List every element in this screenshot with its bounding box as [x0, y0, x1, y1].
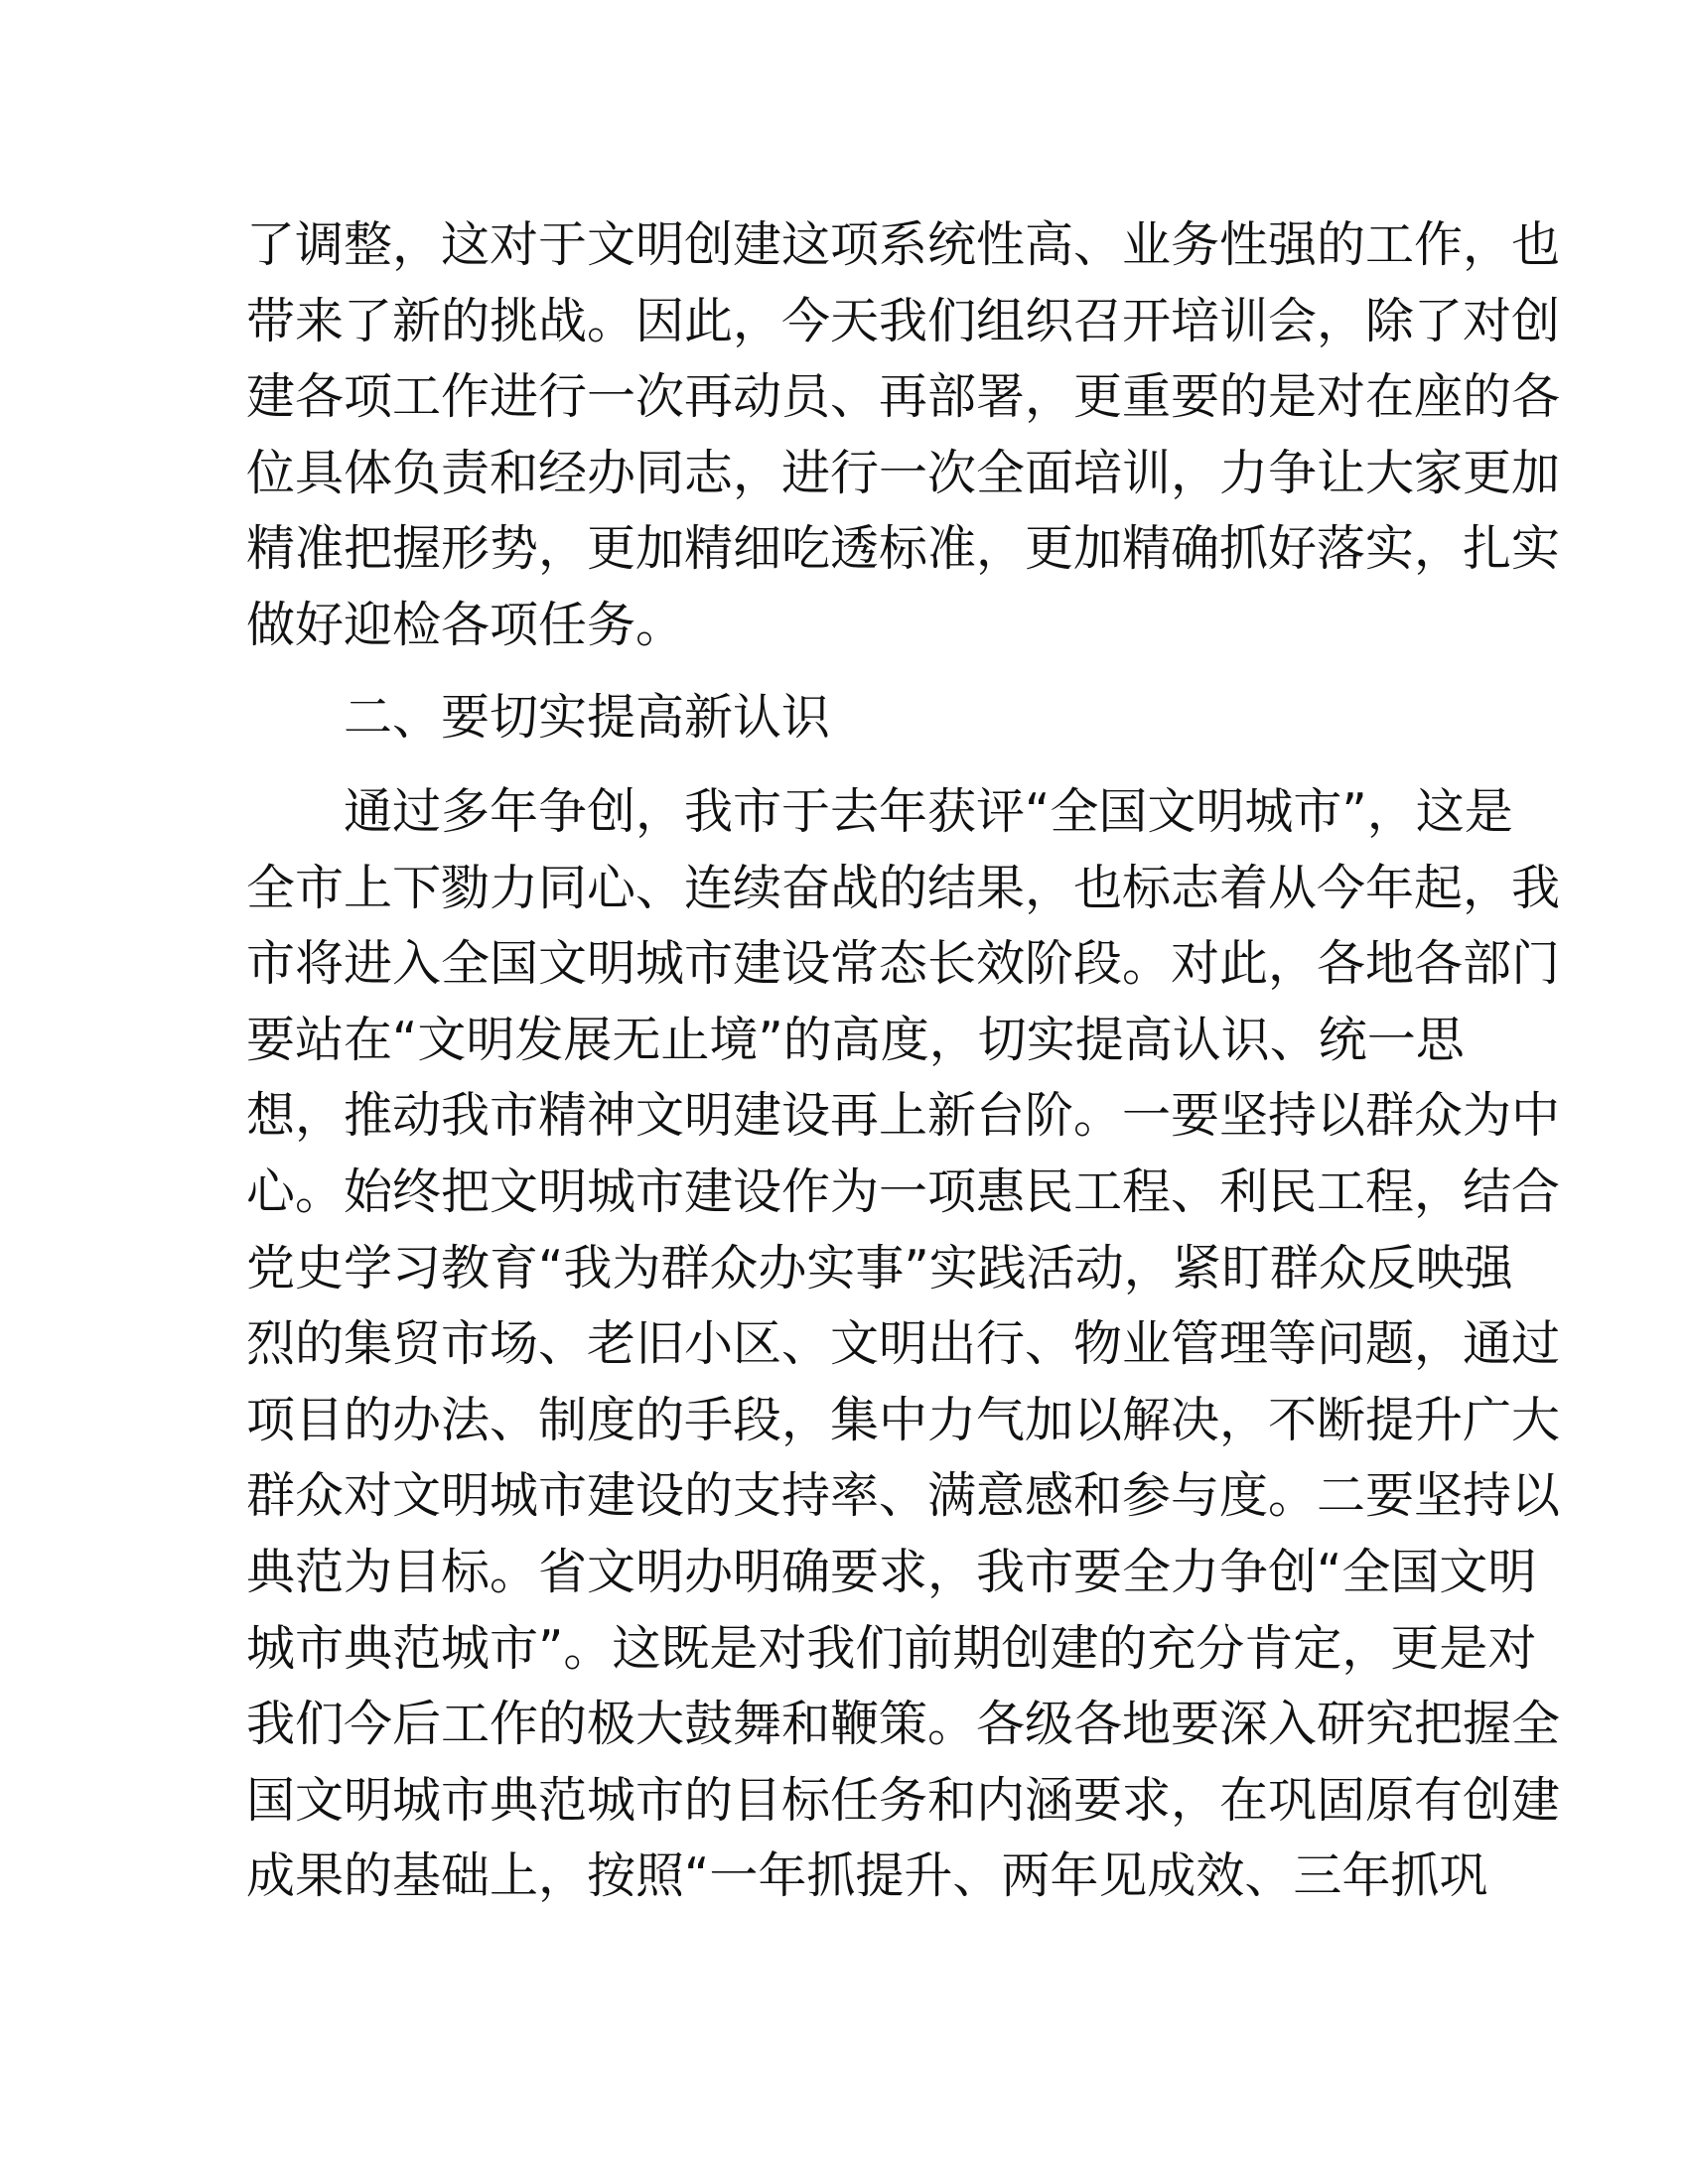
text-line: 典范为目标。省文明办明确要求，我市要全力争创“全国文明 [246, 1543, 1537, 1600]
text-line: 想，推动我市精神文明建设再上新台阶。一要坚持以群众为中 [246, 1087, 1561, 1145]
text-line: 心。始终把文明城市建设作为一项惠民工程、利民工程，结合 [246, 1162, 1561, 1220]
text-line: 国文明城市典范城市的目标任务和内涵要求，在巩固原有创建 [246, 1771, 1561, 1829]
text-line: 建各项工作进行一次再动员、再部署，更重要的是对在座的各 [246, 368, 1561, 426]
text-line: 带来了新的挑战。因此，今天我们组织召开培训会，除了对创 [246, 292, 1561, 349]
text-line: 烈的集贸市场、老旧小区、文明出行、物业管理等问题，通过 [246, 1315, 1561, 1373]
text-line: 群众对文明城市建设的支持率、满意感和参与度。二要坚持以 [246, 1467, 1561, 1525]
section-heading-text: 二、要切实提高新认识 [344, 689, 831, 746]
text-line: 了调整，这对于文明创建这项系统性高、业务性强的工作，也 [246, 216, 1561, 273]
text-line: 党史学习教育“我为群众办实事”实践活动，紧盯群众反映强 [246, 1239, 1513, 1297]
section-heading [246, 680, 1428, 756]
text-line: 市将进入全国文明城市建设常态长效阶段。对此，各地各部门 [246, 935, 1561, 993]
paragraph [246, 774, 1561, 1915]
paragraph-continued [246, 207, 1561, 664]
text-line: 位具体负责和经办同志，进行一次全面培训，力争让大家更加 [246, 444, 1561, 501]
text-line: 城市典范城市”。这既是对我们前期创建的充分肯定，更是对 [246, 1619, 1537, 1677]
text-line: 通过多年争创，我市于去年获评“全国文明城市”，这是 [344, 783, 1513, 840]
text-line: 全市上下勠力同心、连续奋战的结果，也标志着从今年起，我 [246, 859, 1561, 916]
text-line: 做好迎检各项任务。 [246, 596, 685, 653]
text-line: 成果的基础上，按照“一年抓提升、两年见成效、三年抓巩 [246, 1847, 1488, 1905]
text-line: 精准把握形势，更加精细吃透标准，更加精确抓好落实，扎实 [246, 520, 1561, 578]
text-line: 要站在“文明发展无止境”的高度，切实提高认识、统一思 [246, 1011, 1465, 1068]
text-line: 项目的办法、制度的手段，集中力气加以解决，不断提升广大 [246, 1391, 1561, 1448]
text-line: 我们今后工作的极大鼓舞和鞭策。各级各地要深入研究把握全 [246, 1696, 1561, 1753]
